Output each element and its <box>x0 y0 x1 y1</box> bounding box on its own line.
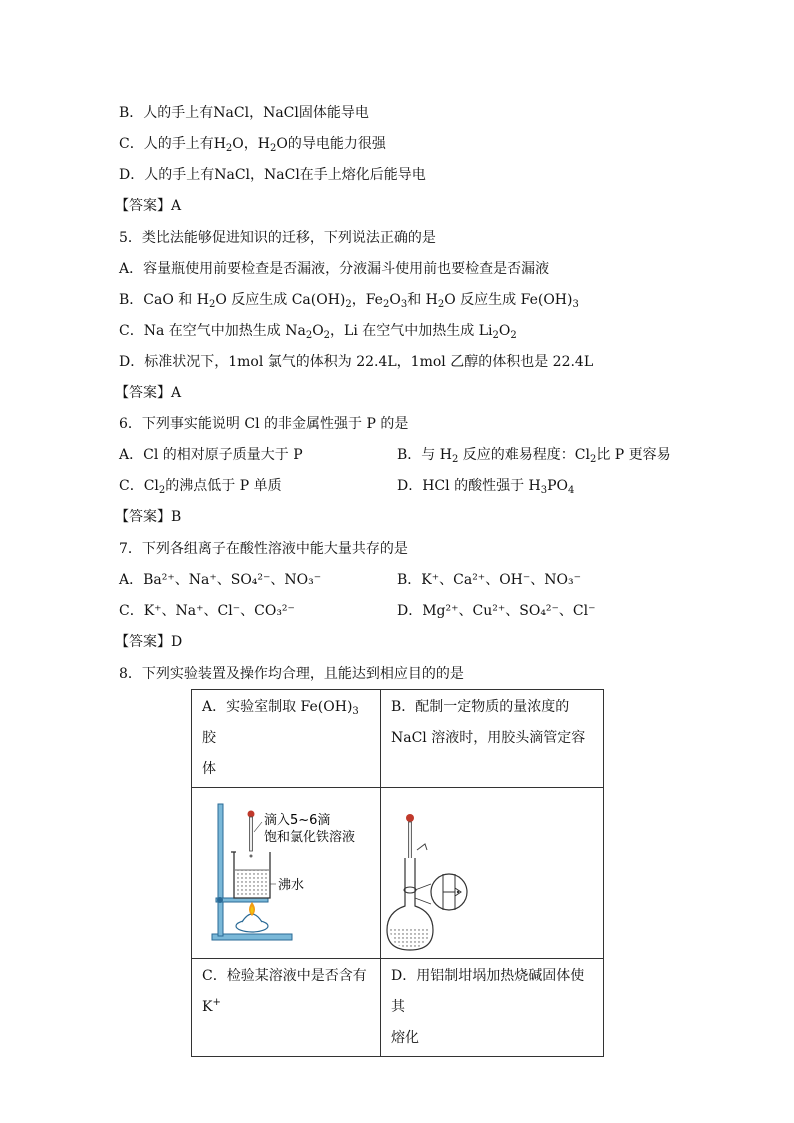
q8-options-table <box>191 689 604 1057</box>
q4-option-d: D．人的手上有NaCl，NaCl在手上熔化后能导电 <box>119 167 426 183</box>
q7-option-c: C．K⁺、Na⁺、Cl⁻、CO₃²⁻ <box>119 603 295 619</box>
q7-answer: 【答案】D <box>115 634 183 650</box>
q7-option-a: A．Ba²⁺、Na⁺、SO₄²⁻、NO₃⁻ <box>119 572 322 588</box>
q6-option-c: C．$Cl_2$的沸点低于 P 单质 <box>119 478 282 496</box>
q4-option-c: C．人的手上有$H_2O$，$H_2O$的导电能力很强 <box>119 136 386 154</box>
q5-option-a: A．容量瓶使用前要检查是否漏液，分液漏斗使用前也要检查是否漏液 <box>119 261 550 277</box>
q8-figure-b <box>381 788 604 959</box>
q8-cell-d: D．用铝制坩埚加热烧碱固体使其 熔化 <box>381 959 604 1057</box>
q7-option-b: B．K⁺、Ca²⁺、OH⁻、NO₃⁻ <box>397 572 582 588</box>
q6-stem: 6．下列事实能说明 Cl 的非金属性强于 P 的是 <box>119 416 409 432</box>
q8-cell-c: C．检验某溶液中是否含有 K+ <box>192 959 381 1057</box>
fig-a-label-2: 饱和氯化铁溶液 <box>264 830 356 845</box>
stand-rod <box>218 804 223 936</box>
q8-cell-b: B．配制一定物质的量浓度的 NaCl 溶液时，用胶头滴管定容 <box>381 690 604 788</box>
colloid-apparatus-diagram <box>192 788 380 958</box>
q6-option-a: A．Cl 的相对原子质量大于 P <box>119 447 303 463</box>
q4-answer: 【答案】A <box>115 198 182 214</box>
q6-option-b: B．与 $H_2$ 反应的难易程度：$Cl_2$比 P 更容易 <box>397 447 671 465</box>
fig-a-label-1: 滴入5~6滴 <box>264 813 331 828</box>
fig-a-label-3: 沸水 <box>278 878 305 893</box>
q5-option-d: D．标准状况下，1mol 氯气的体积为 22.4L，1mol 乙醇的体积也是 22.4L <box>119 354 594 370</box>
q5-stem: 5．类比法能够促进知识的迁移，下列说法正确的是 <box>119 230 436 246</box>
q8-figure-a <box>192 788 381 959</box>
q5-answer: 【答案】A <box>115 385 182 401</box>
q6-answer: 【答案】B <box>115 509 182 525</box>
q8-cell-a: A．实验室制取 $Fe(OH)_3$胶 体 <box>192 690 381 788</box>
dropper-bulb <box>248 811 255 818</box>
dropper-tube <box>409 822 412 862</box>
q8-stem: 8．下列实验装置及操作均合理，且能达到相应目的的是 <box>119 666 464 682</box>
q5-option-c: C．Na 在空气中加热生成 $Na_2O_2$，Li 在空气中加热生成 $Li_2O_2$ <box>119 323 517 341</box>
boiling-water <box>235 870 269 897</box>
dropper-bulb <box>406 814 414 822</box>
dropper-tube <box>250 817 253 851</box>
q6-option-d: D．HCl 的酸性强于 $H_3PO_4$ <box>397 478 575 496</box>
q7-option-d: D．Mg²⁺、Cu²⁺、SO₄²⁻、Cl⁻ <box>397 603 596 619</box>
stand-base <box>212 934 292 940</box>
volumetric-flask-diagram <box>381 788 603 958</box>
q5-option-b: B．CaO 和 $H_2O$ 反应生成 $Ca(OH)_2$，$Fe_2O_3$和 $H_2O$ 反应生成 $Fe(OH)_3$ <box>119 292 579 310</box>
q4-option-b: B．人的手上有NaCl，NaCl固体能导电 <box>119 105 369 121</box>
q7-stem: 7．下列各组离子在酸性溶液中能大量共存的是 <box>119 541 408 557</box>
